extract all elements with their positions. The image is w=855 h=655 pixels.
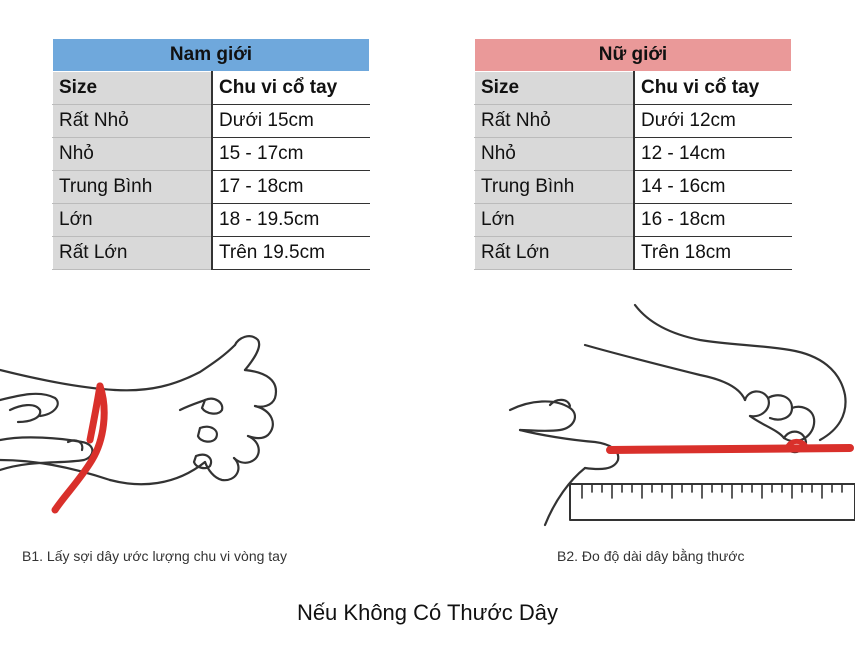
men-col-size: Size [53, 72, 213, 105]
table-row [53, 105, 370, 138]
footer-title: Nếu Không Có Thước Dây [296, 600, 559, 625]
size-cell: Trung Bình [475, 171, 635, 204]
wrist-string-illustration [0, 310, 380, 530]
size-cell: Rất Nhỏ [475, 105, 635, 138]
women-table-header-row [475, 72, 792, 105]
men-table-title: Nam giới [53, 39, 370, 72]
women-col-size: Size [475, 72, 635, 105]
table-row [53, 204, 370, 237]
table-row [53, 237, 370, 270]
table-row [475, 138, 792, 171]
wrist-cell: 16 - 18cm [634, 204, 792, 237]
wrist-cell: 17 - 18cm [212, 171, 370, 204]
size-cell: Lớn [53, 204, 213, 237]
step-b1-caption: B1. Lấy sợi dây ước lượng chu vi vòng tay [22, 548, 287, 564]
wrist-cell: Dưới 15cm [212, 105, 370, 138]
wrist-cell: 14 - 16cm [634, 171, 792, 204]
table-row [475, 105, 792, 138]
table-row [475, 204, 792, 237]
table-row [53, 171, 370, 204]
step-b2-caption: B2. Đo độ dài dây bằng thước [557, 548, 745, 564]
wrist-cell: Trên 19.5cm [212, 237, 370, 270]
ruler-measure-illustration [500, 300, 855, 535]
size-cell: Rất Lớn [53, 237, 213, 270]
men-table-header-row [53, 72, 370, 105]
table-row [53, 138, 370, 171]
women-size-table [474, 38, 792, 270]
women-col-wrist: Chu vi cổ tay [634, 72, 792, 105]
wrist-cell: 12 - 14cm [634, 138, 792, 171]
wrist-cell: 18 - 19.5cm [212, 204, 370, 237]
table-row [475, 237, 792, 270]
size-cell: Nhỏ [53, 138, 213, 171]
wrist-cell: 15 - 17cm [212, 138, 370, 171]
men-col-wrist: Chu vi cổ tay [212, 72, 370, 105]
size-cell: Rất Lớn [475, 237, 635, 270]
size-cell: Lớn [475, 204, 635, 237]
size-cell: Trung Bình [53, 171, 213, 204]
wrist-cell: Dưới 12cm [634, 105, 792, 138]
size-cell: Nhỏ [475, 138, 635, 171]
wrist-cell: Trên 18cm [634, 237, 792, 270]
men-size-table [52, 38, 370, 270]
table-row [475, 171, 792, 204]
women-table-title: Nữ giới [475, 39, 792, 72]
size-cell: Rất Nhỏ [53, 105, 213, 138]
